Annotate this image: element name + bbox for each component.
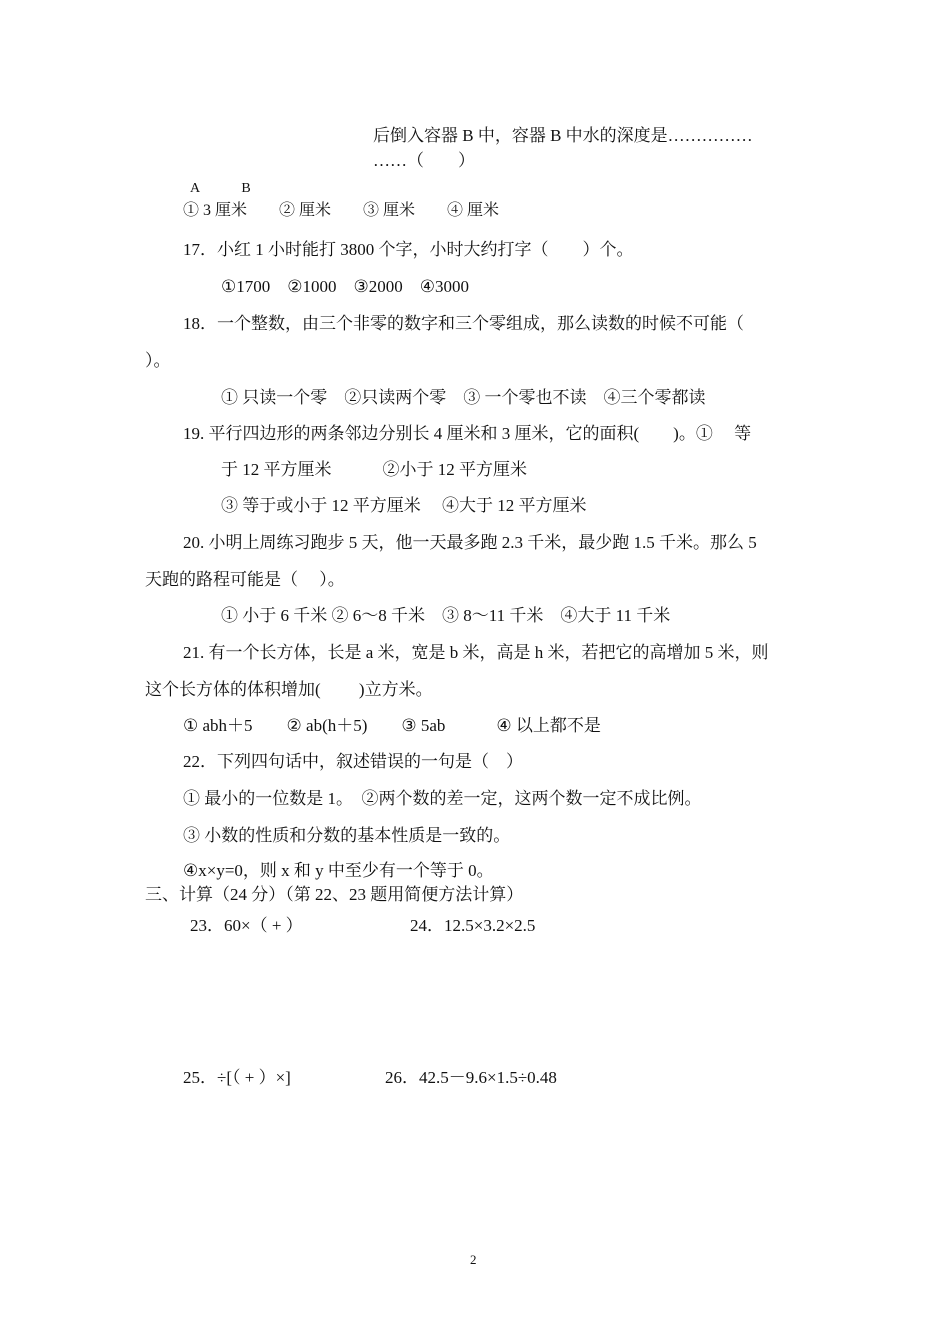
q18-options: ① 只读一个零 ②只读两个零 ③ 一个零也不读 ④三个零都读	[221, 388, 706, 407]
q21-stem-line1: 21. 有一个长方体，长是 a 米，宽是 b 米，高是 h 米，若把它的高增加 5 米，则	[183, 643, 769, 662]
q23-expression: 23．60×（ + ）	[190, 916, 303, 935]
q16-continuation-line1: 后倒入容器 B 中，容器 B 中水的深度是……………	[373, 126, 753, 145]
q21-stem-line2: 这个长方体的体积增加( )立方米。	[145, 680, 433, 699]
q21-options: ① abh＋5 ② ab(h＋5) ③ 5ab ④ 以上都不是	[183, 716, 601, 735]
q20-stem-line2: 天跑的路程可能是（ ）。	[145, 570, 345, 589]
q25-expression: 25．÷[（ + ）×]	[183, 1068, 291, 1087]
q19-stem-line2: 于 12 平方厘米 ②小于 12 平方厘米	[221, 460, 527, 479]
q19-options: ③ 等于或小于 12 平方厘米 ④大于 12 平方厘米	[221, 496, 587, 515]
q20-stem-line1: 20. 小明上周练习跑步 5 天，他一天最多跑 2.3 千米，最少跑 1.5 千米。那么 5	[183, 533, 757, 552]
q22-stem: 22．下列四句话中，叙述错误的一句是（ ）	[183, 752, 523, 771]
q17-stem: 17．小红 1 小时能打 3800 个字，小时大约打字（ ）个。	[183, 240, 634, 259]
q16-continuation-line2: ……（ ）	[373, 151, 475, 170]
section3-heading: 三、计算（24 分）（第 22、23 题用简便方法计算）	[145, 885, 524, 904]
page-number: 2	[470, 1252, 477, 1267]
q19-stem-line1: 19. 平行四边形的两条邻边分别长 4 厘米和 3 厘米，它的面积( )。① 等	[183, 424, 752, 443]
q16-figure-labels: A B	[190, 181, 251, 196]
q16-options: ① 3 厘米 ② 厘米 ③ 厘米 ④ 厘米	[183, 202, 500, 219]
q22-option-line3: ④x×y=0，则 x 和 y 中至少有一个等于 0。	[183, 861, 494, 880]
q22-option-line1: ① 最小的一位数是 1。 ②两个数的差一定，这两个数一定不成比例。	[183, 789, 702, 808]
q18-stem-line2: ）。	[145, 351, 171, 370]
q22-option-line2: ③ 小数的性质和分数的基本性质是一致的。	[183, 826, 511, 845]
q20-options: ① 小于 6 千米 ② 6～8 千米 ③ 8～11 千米 ④大于 11 千米	[221, 606, 671, 625]
q26-expression: 26．42.5－9.6×1.5÷0.48	[385, 1068, 557, 1087]
q17-options: ①1700 ②1000 ③2000 ④3000	[221, 277, 469, 296]
q24-expression: 24．12.5×3.2×2.5	[410, 916, 536, 935]
q18-stem-line1: 18．一个整数，由三个非零的数字和三个零组成，那么读数的时候不可能（	[183, 314, 744, 333]
